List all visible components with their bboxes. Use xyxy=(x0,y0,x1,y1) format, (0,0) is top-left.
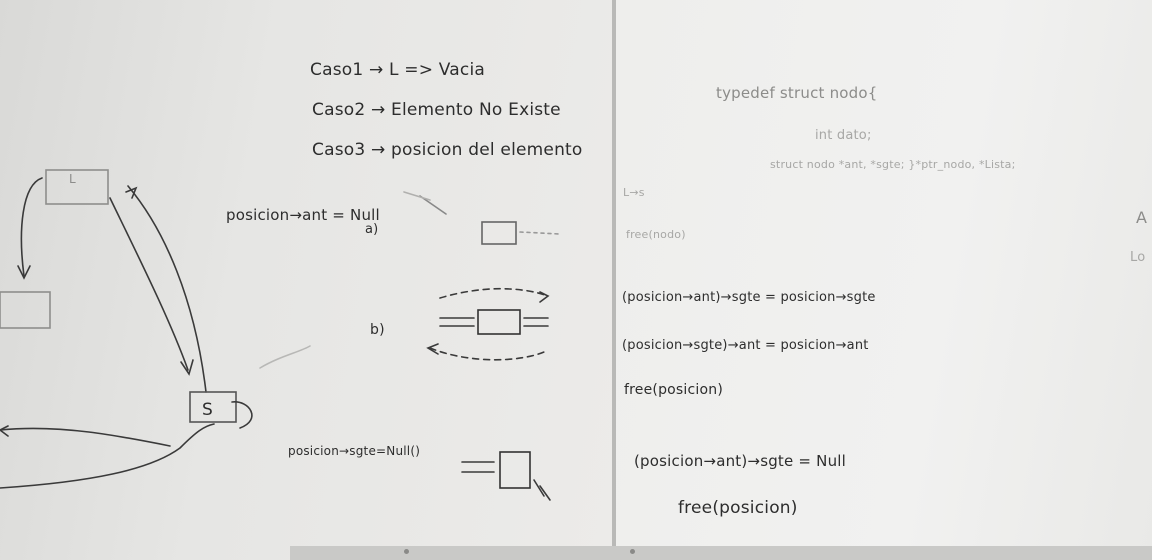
curve-arrow-inner xyxy=(110,198,188,370)
loop-line xyxy=(0,428,170,446)
struct-line-1: typedef struct nodo{ xyxy=(716,84,878,102)
s-node-pointer xyxy=(232,402,252,428)
label-b: b) xyxy=(370,322,385,338)
edge-fragment-lo: Lo xyxy=(1130,250,1146,265)
arrowhead xyxy=(126,188,136,198)
small-l-label: L xyxy=(69,172,76,186)
label-a: a) xyxy=(365,222,379,237)
case-b-node xyxy=(478,310,520,334)
condition-a-text: posicion→ant = Null xyxy=(226,206,380,224)
case-b-arrow-top xyxy=(440,289,548,298)
list-node-left xyxy=(0,292,50,328)
case-c-null xyxy=(534,480,550,500)
arrowhead xyxy=(0,426,8,436)
curve-arrow-top-left xyxy=(21,178,42,276)
case-a-link-right xyxy=(520,232,560,234)
long-bottom-arrow xyxy=(0,424,214,488)
case-3-text: Caso3 → posicion del elemento xyxy=(312,140,583,160)
code-b-line-1: (posicion→ant)→sgte = posicion→sgte xyxy=(622,290,876,305)
case-b-arrow-bottom xyxy=(430,348,544,360)
code-c-line-1: (posicion→ant)→sgte = Null xyxy=(634,452,847,470)
list-node-top xyxy=(46,170,108,204)
curve-arrow-main xyxy=(128,186,206,392)
faint-note-stroke xyxy=(404,192,430,200)
code-b-line-2: (posicion→sgte)→ant = posicion→ant xyxy=(622,338,869,353)
case-2-text: Caso2 → Elemento No Existe xyxy=(312,100,561,120)
condition-c-text: posicion→sgte=Null() xyxy=(288,444,421,458)
faint-note-free: free(nodo) xyxy=(626,228,686,241)
node-s-label: S xyxy=(202,400,213,420)
struct-line-2: int dato; xyxy=(815,128,872,143)
code-c-line-2: free(posicion) xyxy=(678,498,798,518)
case-a-node xyxy=(482,222,516,244)
s-node-box xyxy=(190,392,236,422)
case-1-text: Caso1 → L => Vacia xyxy=(310,60,485,80)
edge-fragment-a: A xyxy=(1136,208,1148,227)
struct-line-3: struct nodo *ant, *sgte; }*ptr_nodo, *Lista; xyxy=(770,158,1016,171)
faint-note-stroke xyxy=(260,346,310,368)
code-b-line-3: free(posicion) xyxy=(624,382,723,398)
faint-note-l: L→s xyxy=(623,186,645,199)
case-c-node xyxy=(500,452,530,488)
